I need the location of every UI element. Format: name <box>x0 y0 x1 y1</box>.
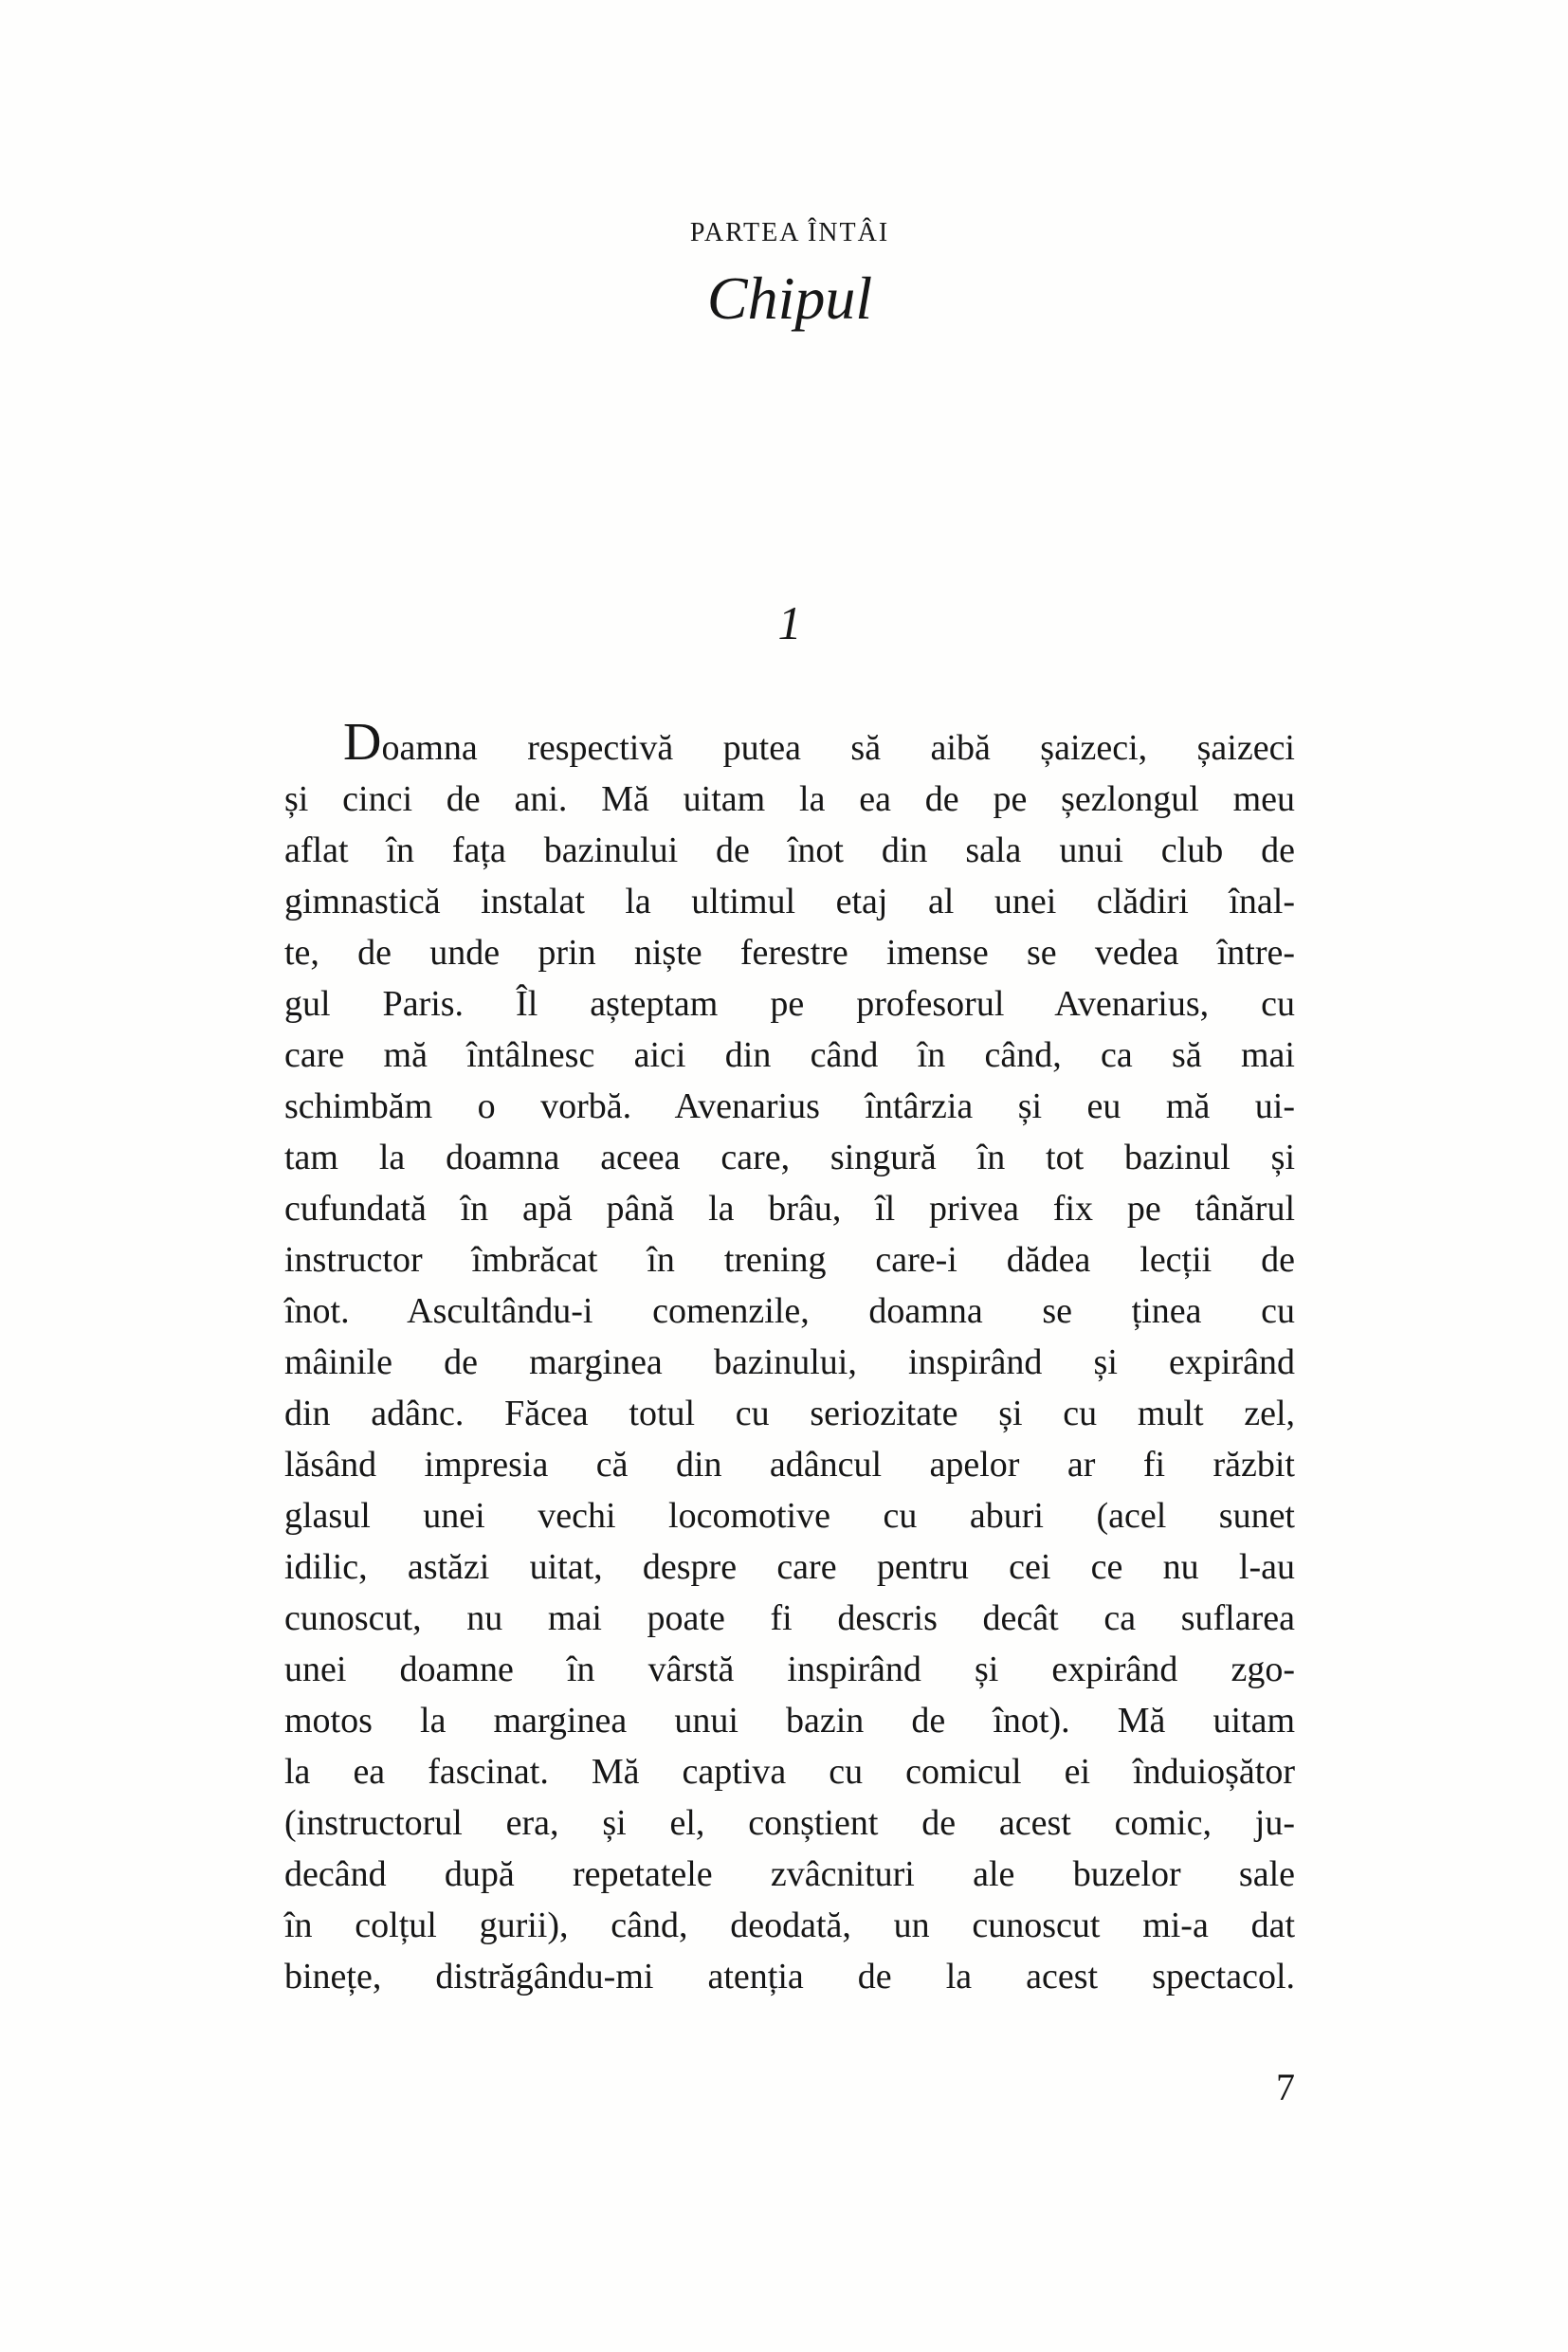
paragraph-line: și cinci de ani. Mă uitam la ea de pe șezlongul meu <box>284 779 1295 819</box>
paragraph-line: motos la marginea unui bazin de înot). Mă uitam <box>284 1701 1295 1741</box>
paragraph-line: gimnastică instalat la ultimul etaj al unei clădiri înal- <box>284 882 1295 921</box>
paragraph-line: din adânc. Făcea totul cu seriozitate și cu mult zel, <box>284 1394 1295 1433</box>
paragraph-line: înot. Ascultându-i comenzile, doamna se ținea cu <box>284 1291 1295 1331</box>
paragraph-line: cufundată în apă până la brâu, îl privea fix pe tânărul <box>284 1189 1295 1229</box>
paragraph-first-line <box>284 713 1295 774</box>
paragraph-line: glasul unei vechi locomotive cu aburi (acel sunet <box>284 1496 1295 1536</box>
chapter-number: 1 <box>777 596 802 649</box>
paragraph-line: schimbăm o vorbă. Avenarius întârzia și eu mă ui- <box>284 1086 1295 1126</box>
paragraph-line: cunoscut, nu mai poate fi descris decât ca suflarea <box>284 1598 1295 1638</box>
paragraph-line: mâinile de marginea bazinului, inspirând și expirând <box>284 1342 1295 1382</box>
first-line-text: oamna respectivă putea să aibă șaizeci, șaizeci <box>381 728 1295 768</box>
paragraph-line: în colțul gurii), când, deodată, un cunoscut mi-a dat <box>284 1905 1295 1945</box>
paragraph-line: gul Paris. Îl așteptam pe profesorul Avenarius, cu <box>284 984 1295 1024</box>
paragraph-line: binețe, distrăgându-mi atenția de la acest spectacol. <box>284 1957 1295 1996</box>
paragraph-line: decând după repetatele zvâcnituri ale buzelor sale <box>284 1854 1295 1894</box>
paragraph-line: care mă întâlnesc aici din când în când, ca să mai <box>284 1035 1295 1075</box>
paragraph-line: la ea fascinat. Mă captiva cu comicul ei înduioșător <box>284 1752 1295 1792</box>
page-number: 7 <box>1276 2066 1295 2108</box>
part-title: Chipul <box>706 264 873 332</box>
body-text <box>284 713 1295 2002</box>
paragraph-line: idilic, astăzi uitat, despre care pentru cei ce nu l-au <box>284 1547 1295 1587</box>
paragraph-line: te, de unde prin niște ferestre imense se vedea între- <box>284 933 1295 973</box>
initial-capital: D <box>343 713 382 772</box>
paragraph-line: tam la doamna aceea care, singură în tot bazinul și <box>284 1138 1295 1177</box>
paragraph-line: lăsând impresia că din adâncul apelor ar fi răzbit <box>284 1445 1295 1485</box>
paragraph-lines <box>284 774 1295 2002</box>
paragraph-line: aflat în fața bazinului de înot din sala unui club de <box>284 830 1295 870</box>
paragraph-line: unei doamne în vârstă inspirând și expirând zgo- <box>284 1650 1295 1689</box>
paragraph-line: (instructorul era, și el, conștient de acest comic, ju- <box>284 1803 1295 1843</box>
part-heading: PARTEA ÎNTÂI <box>689 218 890 247</box>
paragraph-line: instructor îmbrăcat în trening care-i dădea lecții de <box>284 1240 1295 1280</box>
